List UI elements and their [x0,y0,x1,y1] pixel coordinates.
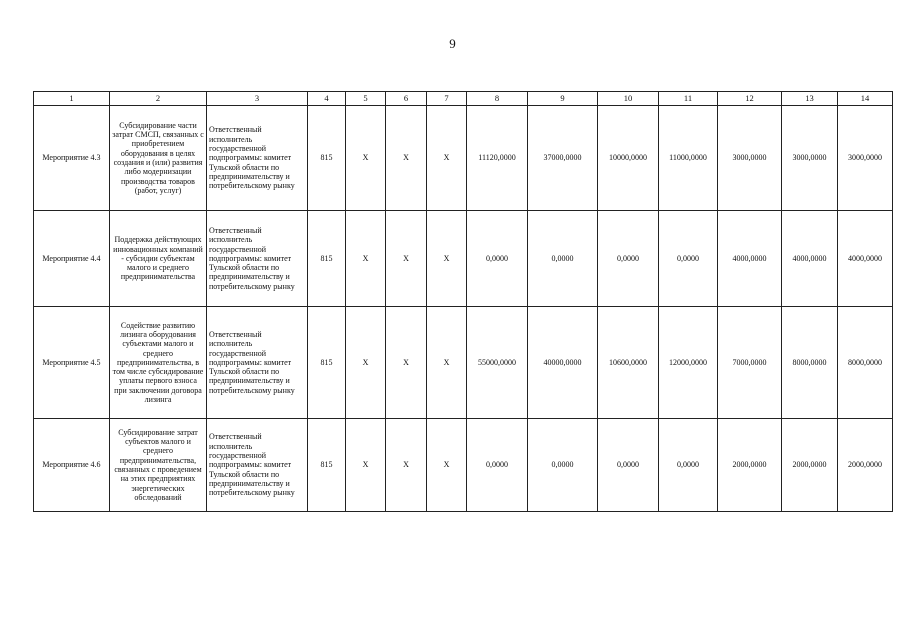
event-name-cell: Мероприятие 4.6 [34,419,110,512]
col14-cell: 3000,0000 [838,106,893,211]
col11-cell: 12000,0000 [659,307,718,419]
col11-cell: 0,0000 [659,211,718,307]
col14-cell: 4000,0000 [838,211,893,307]
page-number: 9 [449,36,456,51]
col12-cell: 4000,0000 [718,211,782,307]
col6-cell: X [386,307,427,419]
col14-cell: 2000,0000 [838,419,893,512]
column-header: 3 [207,92,308,106]
executor-cell: Ответственный исполнитель государственной подпрограммы: комитет Тульской области по предпринимательству и потребительскому рынку [207,419,308,512]
col11-cell: 0,0000 [659,419,718,512]
column-header: 13 [782,92,838,106]
column-header: 4 [308,92,346,106]
column-header: 11 [659,92,718,106]
column-header: 8 [467,92,528,106]
event-description-cell: Субсидирование части затрат СМСП, связанных с приобретением оборудования в целях создания и (или) развития либо модернизации производства товаров (работ, услуг) [110,106,207,211]
col10-cell: 0,0000 [598,211,659,307]
col6-cell: X [386,211,427,307]
col4-cell: 815 [308,419,346,512]
col10-cell: 10600,0000 [598,307,659,419]
event-name-cell: Мероприятие 4.3 [34,106,110,211]
col12-cell: 7000,0000 [718,307,782,419]
event-description-cell: Поддержка действующих инновационных компаний - субсидии субъектам малого и среднего предпринимательства [110,211,207,307]
col13-cell: 3000,0000 [782,106,838,211]
col10-cell: 0,0000 [598,419,659,512]
event-description-cell: Субсидирование затрат субъектов малого и среднего предпринимательства, связанных с проведением на этих предприятиях энергетических обследований [110,419,207,512]
column-header: 2 [110,92,207,106]
col8-cell: 11120,0000 [467,106,528,211]
col4-cell: 815 [308,211,346,307]
column-header: 1 [34,92,110,106]
column-header: 7 [427,92,467,106]
col5-cell: X [346,106,386,211]
executor-cell: Ответственный исполнитель государственной подпрограммы: комитет Тульской области по предпринимательству и потребительскому рынку [207,211,308,307]
col8-cell: 55000,0000 [467,307,528,419]
col11-cell: 11000,0000 [659,106,718,211]
col10-cell: 10000,0000 [598,106,659,211]
event-description-cell: Содействие развитию лизинга оборудования субъектами малого и среднего предпринимательства, в том числе субсидирование уплаты первого взноса при заключении договора лизинга [110,307,207,419]
col6-cell: X [386,106,427,211]
column-number-row [34,92,893,106]
column-header: 14 [838,92,893,106]
col5-cell: X [346,211,386,307]
col13-cell: 2000,0000 [782,419,838,512]
col9-cell: 0,0000 [528,211,598,307]
col12-cell: 2000,0000 [718,419,782,512]
col7-cell: X [427,106,467,211]
table-row [34,211,893,307]
col13-cell: 4000,0000 [782,211,838,307]
column-header: 12 [718,92,782,106]
col5-cell: X [346,307,386,419]
col9-cell: 40000,0000 [528,307,598,419]
col8-cell: 0,0000 [467,419,528,512]
executor-cell: Ответственный исполнитель государственной подпрограммы: комитет Тульской области по предпринимательству и потребительскому рынку [207,307,308,419]
col13-cell: 8000,0000 [782,307,838,419]
col9-cell: 37000,0000 [528,106,598,211]
column-header: 9 [528,92,598,106]
table-row [34,106,893,211]
table-row [34,419,893,512]
col8-cell: 0,0000 [467,211,528,307]
col7-cell: X [427,211,467,307]
table-row [34,307,893,419]
event-name-cell: Мероприятие 4.5 [34,307,110,419]
col9-cell: 0,0000 [528,419,598,512]
executor-cell: Ответственный исполнитель государственной подпрограммы: комитет Тульской области по предпринимательству и потребительскому рынку [207,106,308,211]
column-header: 6 [386,92,427,106]
column-header: 10 [598,92,659,106]
col7-cell: X [427,419,467,512]
event-name-cell: Мероприятие 4.4 [34,211,110,307]
col14-cell: 8000,0000 [838,307,893,419]
program-events-table [33,91,893,512]
column-header: 5 [346,92,386,106]
col6-cell: X [386,419,427,512]
col5-cell: X [346,419,386,512]
col12-cell: 3000,0000 [718,106,782,211]
col4-cell: 815 [308,106,346,211]
col4-cell: 815 [308,307,346,419]
col7-cell: X [427,307,467,419]
